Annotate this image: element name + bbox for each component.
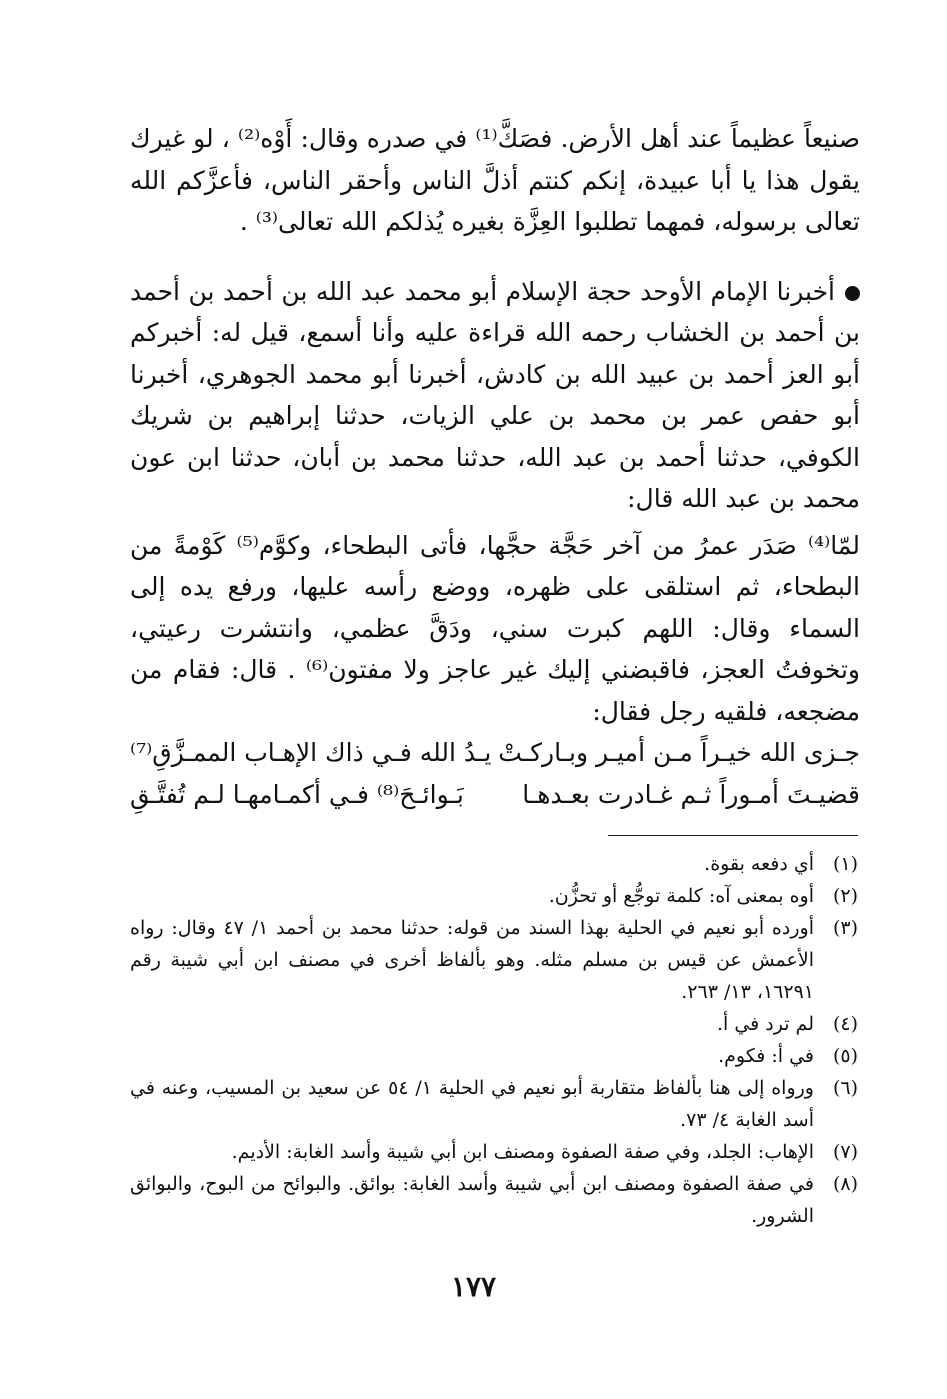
footnote-7 [130,1136,858,1168]
verse-1-first-hemistich: جـزى الله خيـراً مـن أميـر وبـاركـتْ [498,738,860,767]
verse-1-second-hemistich: يـدُ الله فـي ذاك الإهـاب الممـزَّقِ⁽⁷⁾ [130,738,492,767]
footnote-8 [130,1168,858,1232]
footnote-text: أوه بمعنى آه: كلمة توجُّع أو تحزُّن. [548,885,814,907]
paragraph-narration: لمّا⁽⁴⁾ صَدَر عمرُ من آخر حَجَّة حجَّها، فأتى البطحاء، وكوَّم⁽⁵⁾ كَوْمةً من البطحاء، ثم استلقى على ظهره، ووضع رأسه عليها، ورفع يده إلى السماء وقال: اللهم كبرت سني، ودَقَّ عظمي، وانتشرت رعيتي، وتخوفتُ العجز، فاقبضني إليك غير عاجز ولا مفتون⁽⁶⁾ . قال: فقام من مضجعه، فلقيه رجل فقال: [130,530,860,726]
footnote-text: ورواه إلى هنا بألفاظ متقاربة أبو نعيم في الحلية ١/ ٥٤ عن سعيد بن المسيب، وعنه في أسد الغابة ٤/ ٧٣. [130,1077,814,1131]
paragraph-isnad [130,271,860,520]
footnote-text: لم ترد في أ. [716,1013,814,1035]
main-text-block [130,118,860,815]
footnote-number: (٣) [832,917,858,939]
footnote-number: (٤) [832,1013,858,1035]
footnote-number: (٥) [832,1045,858,1067]
footnote-text: أورده أبو نعيم في الحلية بهذا السند من قوله: حدثنا محمد بن أحمد ١/ ٤٧ وقال: رواه الأعمش عن قيس بن مسلم مثله. وهو بألفاظ أخرى في مصنف ابن أبي شيبة رقم ١٦٢٩١، ١٣/ ٢٦٣. [130,917,814,1003]
footnote-4 [130,1008,858,1040]
verse-2-second-hemistich: بَـوائـحَ⁽⁸⁾ فـي أكمـامهـا لـم تُفتَّـقِ [130,779,464,809]
footnote-number: (٢) [832,885,858,907]
poem-verse-1 [130,732,860,774]
footnote-text: في صفة الصفوة ومصنف ابن أبي شيبة وأسد الغابة: بوائق. والبوائح من البوح، والبوائق الشرور. [130,1173,814,1227]
poem [130,732,860,815]
footnotes [130,848,858,1232]
footnote-6 [130,1072,858,1136]
footnote-separator [608,835,858,836]
verse-2-first-hemistich: قضيـتَ أمـوراً ثـم غـادرت بعـدهـا [522,779,860,809]
footnote-number: (٧) [832,1141,858,1163]
footnote-3 [130,912,858,1008]
paragraph-2-text: أخبرنا الإمام الأوحد حجة الإسلام أبو محمد عبد الله بن أحمد بن أحمد بن أحمد بن الخشاب رحمه الله قراءة عليه وأنا أسمع، قيل له: أخبركم أبو العز أحمد بن عبيد الله بن كادش، أخبرنا أبو محمد الجوهري، أخبرنا أبو حفص عمر بن محمد بن علي الزيات، حدثنا إبراهيم بن شريك الكوفي، حدثنا أحمد بن عبد الله، حدثنا محمد بن أبان، حدثنا ابن عون محمد بن عبد الله قال: [130,276,860,513]
footnote-1 [130,848,858,880]
footnote-text: أي دفعه بقوة. [704,853,814,875]
poem-verse-2 [130,774,860,816]
footnote-number: (٨) [832,1173,858,1195]
bullet-icon [845,286,860,301]
page-number: ١٧٧ [450,1270,497,1303]
footnote-text: في أ: فكوم. [718,1045,814,1067]
paragraph-1: صنيعاً عظيماً عند أهل الأرض. فصَكَّ⁽¹⁾ في صدره وقال: أَوْه⁽²⁾ ، لو غيرك يقول هذا يا أبا عبيدة، إنكم كنتم أذلَّ الناس وأحقر الناس، فأعزَّكم الله تعالى برسوله، فمهما تطلبوا العِزَّة بغيره يُذلكم الله تعالى⁽³⁾ . [130,124,860,236]
footnote-text: الإهاب: الجلد، وفي صفة الصفوة ومصنف ابن أبي شيبة وأسد الغابة: الأديم. [231,1141,814,1163]
footnote-number: (٦) [832,1077,858,1099]
footnote-2 [130,880,858,912]
footnote-number: (١) [832,853,858,875]
footnote-5 [130,1040,858,1072]
